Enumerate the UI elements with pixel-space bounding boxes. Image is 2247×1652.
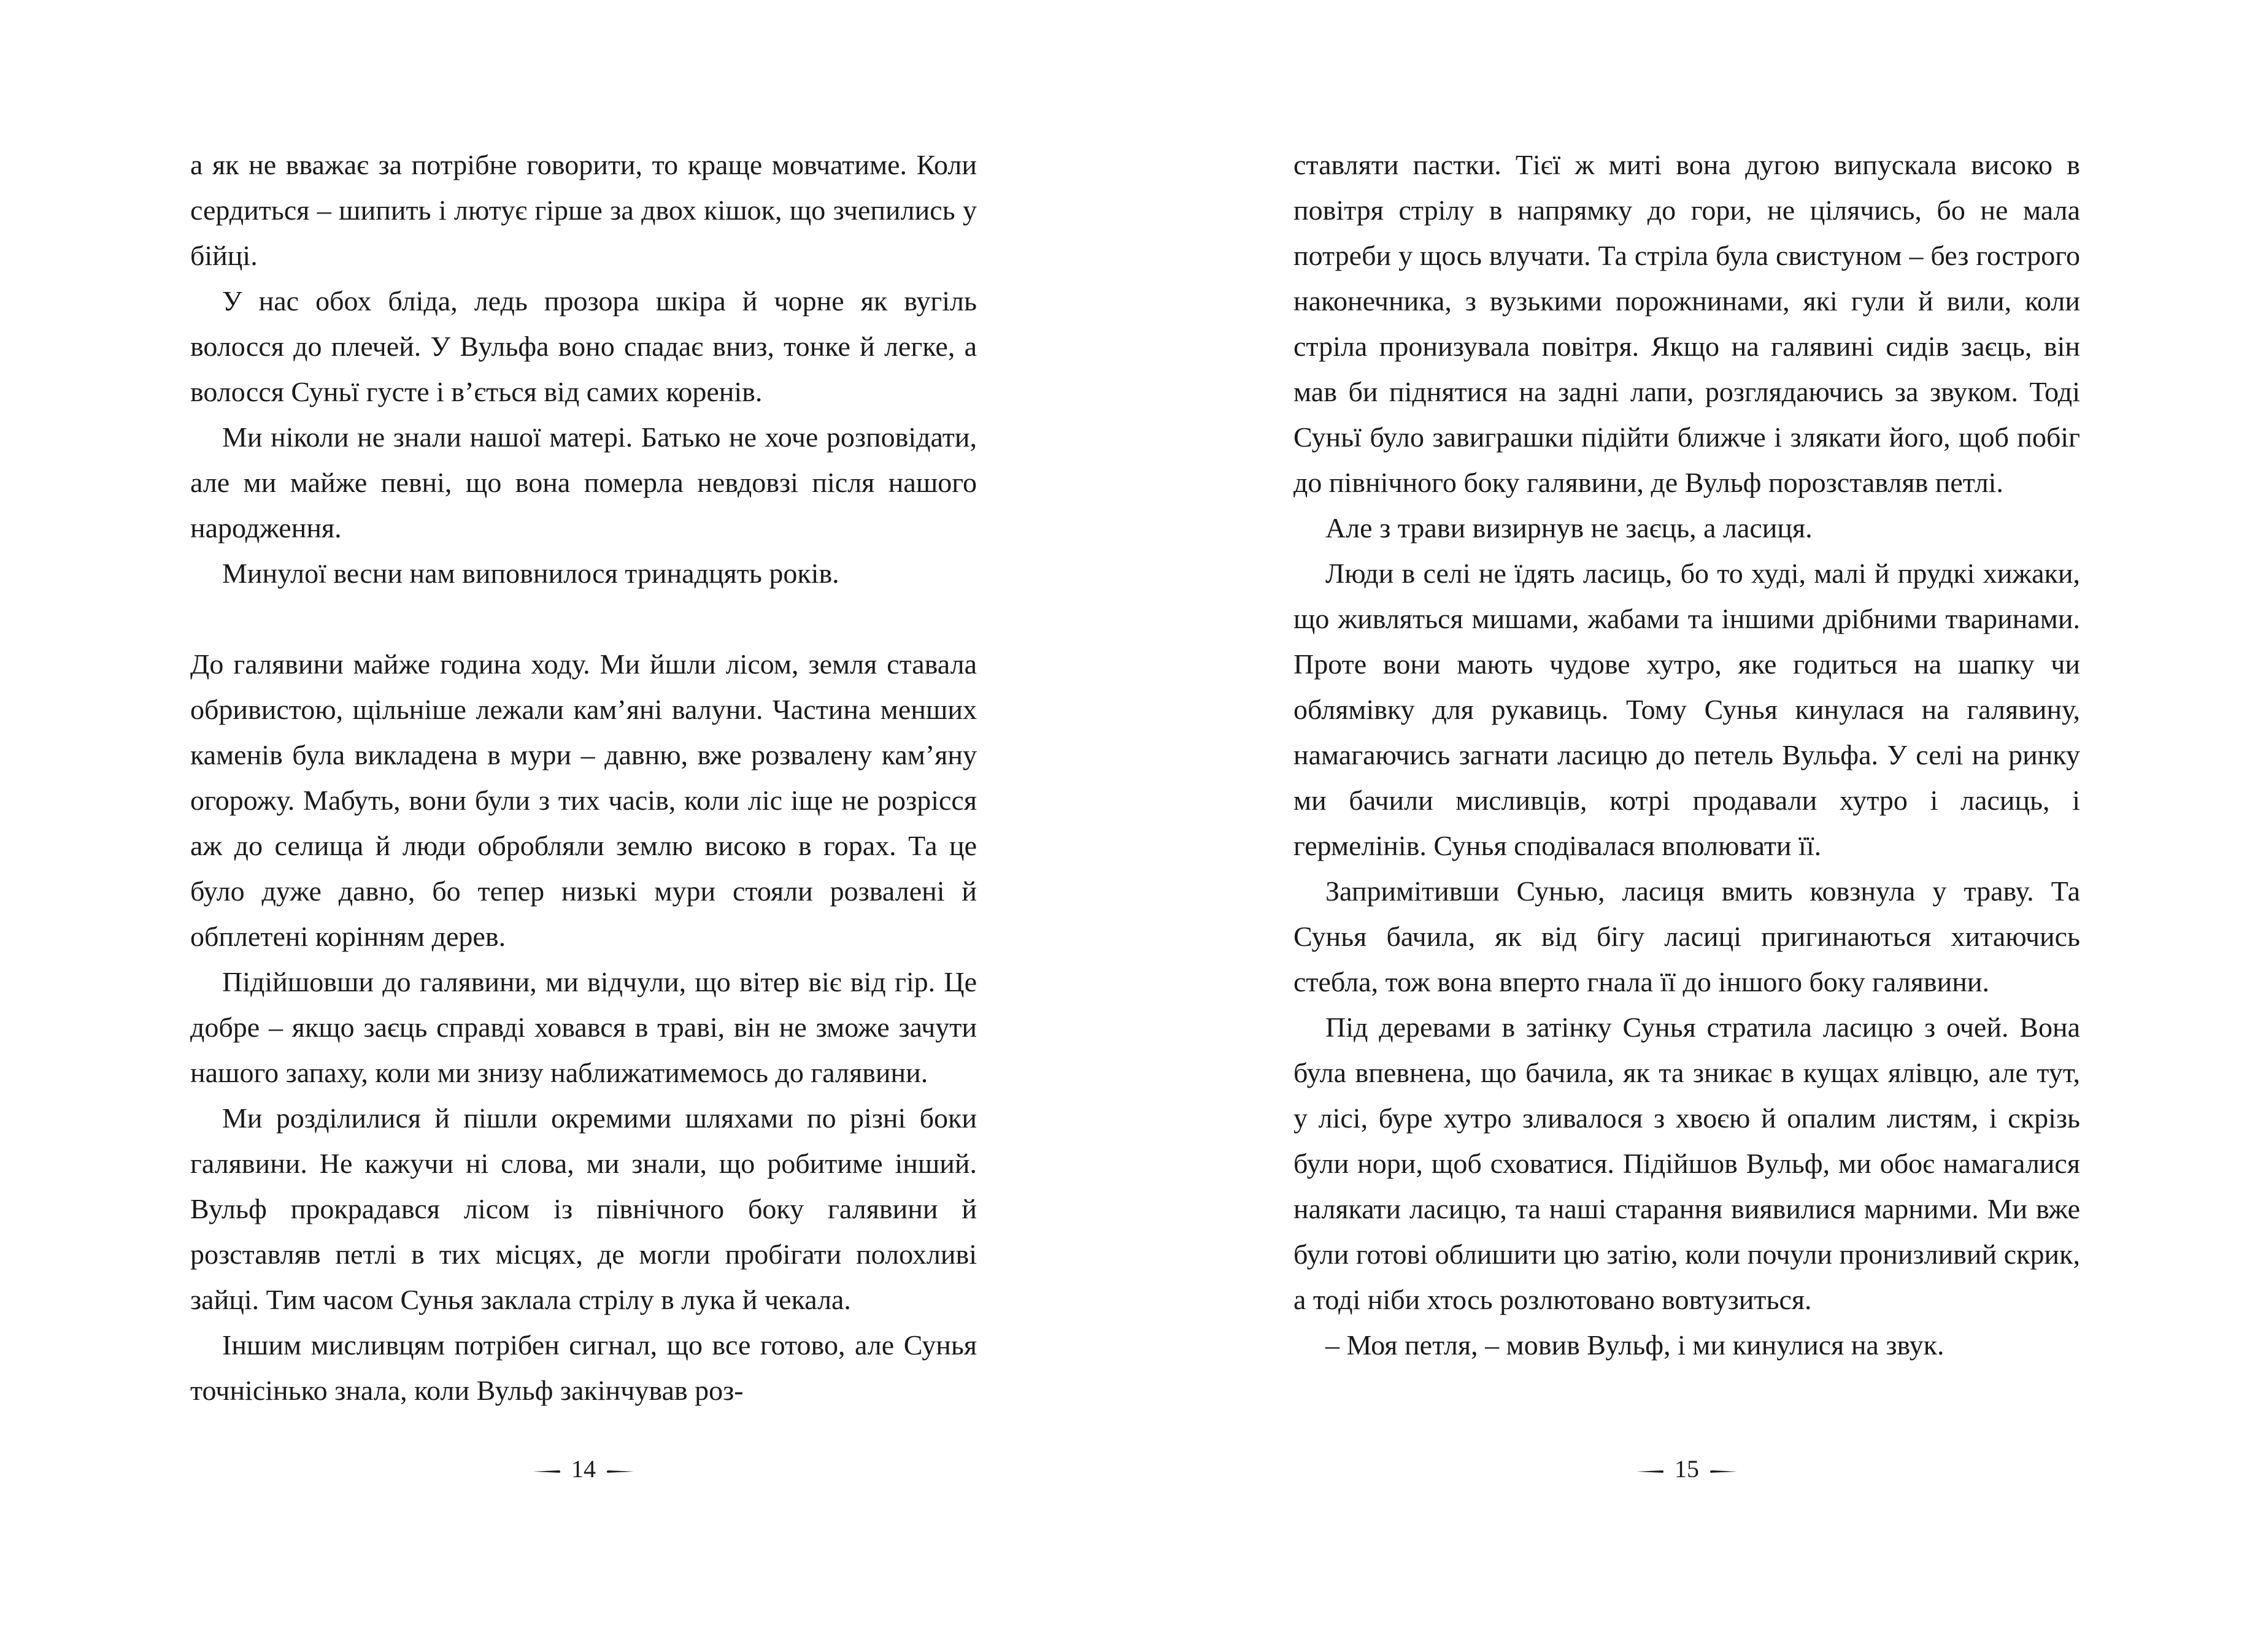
paragraph: Але з трави визирнув не заєць, а ласиця.	[1325, 512, 1813, 544]
paragraph: Минулої весни нам виповнилося тринадцять років.	[222, 558, 839, 589]
paragraph: Під деревами в затінку Сунья стратила ласицю з очей. Вона була впевнена, що бачила, як та зникає в кущах ялівцю, але тут, у лісі, буре хутро зливалося з хвоєю й опалим листям, і скрізь були нори, щоб сховатися. Підійшов Вульф, ми обоє намагалися налякати ласицю, та наші старання виявилися марними. Ми вже були готові облишити цю затію, коли почули пронизливий скрик, а тоді ніби хтось розлютовано вовтузиться.	[1293, 1012, 2080, 1315]
paragraph: – Моя петля, – мовив Вульф, і ми кинулися на звук.	[1325, 1329, 1944, 1361]
page-number-left	[190, 1451, 977, 1488]
ornament-dash-icon	[1636, 1470, 1663, 1473]
paragraph: У нас обох бліда, ледь прозора шкіра й чорне як вугіль волосся до плечей. У Вульфа воно спадає вниз, тонке й легке, а волосся Суньї густе і в’ється від самих коренів.	[190, 285, 977, 407]
left-page-text	[190, 142, 977, 1413]
paragraph: Люди в селі не їдять ласиць, бо то худі, малі й прудкі хижаки, що живляться мишами, жабами та іншими дрібними тваринами. Проте вони мають чудове хутро, яке годиться на шапку чи облямівку для рукавиць. Тому Сунья кинулася на галявину, намагаючись загнати ласицю до петель Вульфа. У селі на ринку ми бачили мисливців, котрі продавали хутро і ласиць, і гермелінів. Сунья сподівалася вполювати її.	[1293, 558, 2080, 861]
paragraph: Підійшовши до галявини, ми відчули, що вітер віє від гір. Це добре – якщо заєць справді ховався в траві, він не зможе зачути нашого запаху, коли ми знизу наближатимемось до галявини.	[190, 966, 977, 1088]
paragraph: Ми розділилися й пішли окремими шляхами по різні боки галявини. Не кажучи ні слова, ми знали, що робитиме інший. Вульф прокрадався лісом із північного боку галявини й розставляв петлі в тих місцях, де могли пробігати полохливі зайці. Тим часом Сунья заклала стрілу в лука й чекала.	[190, 1102, 977, 1315]
paragraph: ставляти пастки. Тієї ж миті вона дугою випускала високо в повітря стрілу в напрямку до гори, не цілячись, бо не мала потреби у щось влучати. Та стріла була свистуном – без гострого наконечника, з вузькими порожнинами, які гули й вили, коли стріла пронизувала повітря. Якщо на галявині сидів заєць, він мав би піднятися на задні лапи, розглядаючись за звуком. Тоді Суньї було завиграшки підійти ближче і злякати його, щоб побіг до північного боку галявини, де Вульф порозставляв петлі.	[1293, 149, 2080, 498]
ornament-dash-icon	[1710, 1470, 1737, 1473]
paragraph: Ми ніколи не знали нашої матері. Батько не хоче розповідати, але ми майже певні, що вона померла невдовзі після нашого народження.	[190, 421, 977, 544]
left-page	[190, 142, 977, 1413]
paragraph: Іншим мисливцям потрібен сигнал, що все готово, але Сунья точнісінько знала, коли Вульф закінчував роз-	[190, 1329, 977, 1406]
paragraph: До галявини майже година ходу. Ми йшли лісом, земля ставала обривистою, щільніше лежали кам’яні валуни. Частина менших каменів була викладена в мури – давню, вже розвалену кам’яну огорожу. Мабуть, вони були з тих часів, коли ліс іще не розрісся аж до селища й люди обробляли землю високо в горах. Та це було дуже давно, бо тепер низькі мури стояли розвалені й обплетені корінням дерев.	[190, 648, 977, 952]
page-number-right	[1293, 1451, 2080, 1488]
right-page-text	[1293, 142, 2080, 1368]
page-number: 15	[1675, 1455, 1699, 1483]
ornament-dash-icon	[533, 1470, 560, 1473]
right-page	[1293, 142, 2080, 1368]
page-number: 14	[571, 1455, 596, 1483]
ornament-dash-icon	[607, 1470, 634, 1473]
paragraph: Запримітивши Сунью, ласиця вмить ковзнула у траву. Та Сунья бачила, як від бігу ласиці пригинаються хитаючись стебла, тож вона вперто гнала її до іншого боку галявини.	[1293, 875, 2080, 997]
paragraph: а як не вважає за потрібне говорити, то краще мовчатиме. Коли сердиться – шипить і лютує гірше за двох кішок, що зчепились у бійці.	[190, 149, 977, 271]
